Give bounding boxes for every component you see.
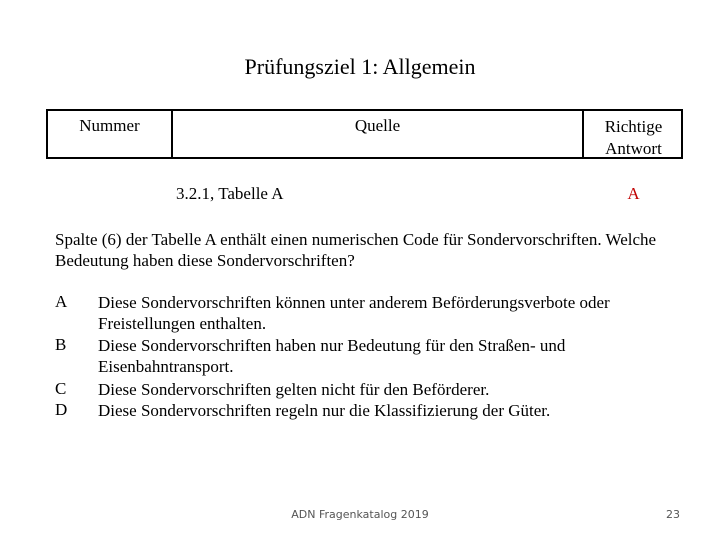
header-nummer: Nummer	[79, 116, 140, 135]
option-letter-a: A	[55, 292, 68, 311]
header-quelle: Quelle	[354, 116, 401, 135]
question-text: Spalte (6) der Tabelle A enthält einen numerischen Code für Sondervorschriften. Welche Bedeutung haben diese Sondervorschriften?	[55, 230, 657, 270]
source-reference: 3.2.1, Tabelle A	[176, 184, 284, 203]
footer-text: ADN Fragenkatalog 2019	[291, 508, 429, 521]
option-text-a: Diese Sondervorschriften können unter anderem Beförderungsverbote oder Freistellungen enthalten.	[98, 293, 610, 333]
option-text-d: Diese Sondervorschriften regeln nur die Klassifizierung der Güter.	[98, 401, 551, 420]
option-letter-c: C	[55, 379, 67, 398]
correct-answer: A	[627, 184, 640, 203]
page-title: Prüfungsziel 1: Allgemein	[244, 54, 476, 79]
option-text-b: Diese Sondervorschriften haben nur Bedeutung für den Straßen- und Eisenbahntransport.	[98, 336, 566, 376]
page-number: 23	[666, 508, 680, 521]
option-text-c: Diese Sondervorschriften gelten nicht für den Beförderer.	[98, 380, 490, 399]
header-richtige-antwort: Richtige Antwort	[604, 117, 663, 158]
option-letter-d: D	[55, 400, 68, 419]
option-letter-b: B	[55, 335, 67, 354]
